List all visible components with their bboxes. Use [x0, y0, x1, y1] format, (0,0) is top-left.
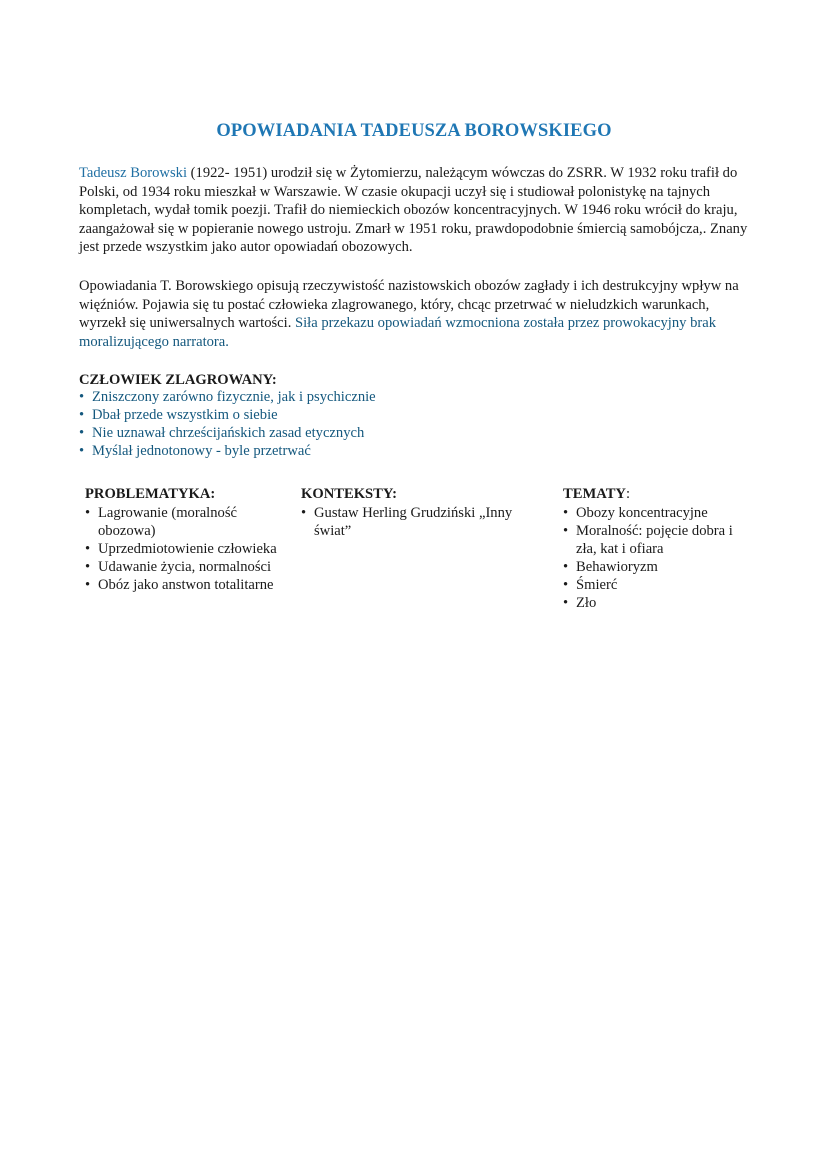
stories-paragraph [79, 277, 759, 351]
author-name: Tadeusz Borowski [79, 165, 188, 181]
czlowiek-heading: CZŁOWIEK ZLAGROWANY: [79, 372, 277, 388]
konteksty-heading: KONTEKSTY: [301, 486, 397, 502]
list-item: • Gustaw Herling Grudziński „Inny świat” [301, 504, 533, 540]
problematyka-heading: PROBLEMATYKA: [85, 486, 216, 502]
list-item: • Obóz jako anstwon totalitarne [85, 576, 285, 594]
intro-text: (1922- 1951) urodził się w Żytomierzu, należącym wówczas do ZSRR. W 1932 roku trafił do Polski, od 1934 roku mieszkał w Warszawie. W czasie okupacji uczył się i studiował polonistykę na tajnych kompletach, wydał tomik poezji. Trafił do niemieckich obozów koncentracyjnych. W 1946 roku wrócił do kraju, zaangażował się w popieranie nowego ustroju. Zmarł w 1951 roku, prawdopodobnie śmiercią samobójcza,. Znany jest przede wszystkim jako autor opowiadań obozowych. [79, 165, 748, 256]
tematy-list [563, 504, 753, 612]
list-item: • Dbał przede wszystkim o siebie [79, 406, 579, 424]
tematy-colon: : [625, 486, 631, 502]
stories-highlight: Siła przekazu opowiadań wzmocniona została przez prowokacyjny brak moralizującego narratora. [79, 315, 717, 350]
list-item: • Zło [563, 594, 753, 612]
intro-paragraph [79, 164, 759, 257]
list-item: • Myślał jednotonowy - byle przetrwać [79, 442, 579, 460]
list-item: • Moralność: pojęcie dobra i zła, kat i ofiara [563, 522, 753, 558]
list-item: • Zniszczony zarówno fizycznie, jak i psychicznie [79, 388, 579, 406]
tematy-column [563, 485, 753, 612]
list-item: • Udawanie życia, normalności [85, 558, 285, 576]
list-item: • Śmierć [563, 576, 753, 594]
list-item: • Lagrowanie (moralność obozowa) [85, 504, 285, 540]
tematy-heading-wrap [563, 485, 753, 503]
list-item: • Uprzedmiotowienie człowieka [85, 540, 285, 558]
konteksty-list [301, 504, 533, 540]
problematyka-list [85, 504, 285, 594]
konteksty-column [301, 485, 533, 540]
page-title: OPOWIADANIA TADEUSZA BOROWSKIEGO [216, 121, 612, 141]
list-item: • Obozy koncentracyjne [563, 504, 753, 522]
stories-text: Opowiadania T. Borowskiego opisują rzeczywistość nazistowskich obozów zagłady i ich destrukcyjny wpływ na więźniów. Pojawia się tu postać człowieka zlagrowanego, który, chcąc przetrwać w nieludzkich warunkach, wyrzekł się uniwersalnych wartości. [79, 278, 739, 332]
list-item: • Behawioryzm [563, 558, 753, 576]
tematy-heading: TEMATY [563, 486, 626, 502]
czlowiek-list [79, 388, 579, 460]
list-item: • Nie uznawał chrześcijańskich zasad etycznych [79, 424, 579, 442]
problematyka-column [85, 485, 285, 594]
